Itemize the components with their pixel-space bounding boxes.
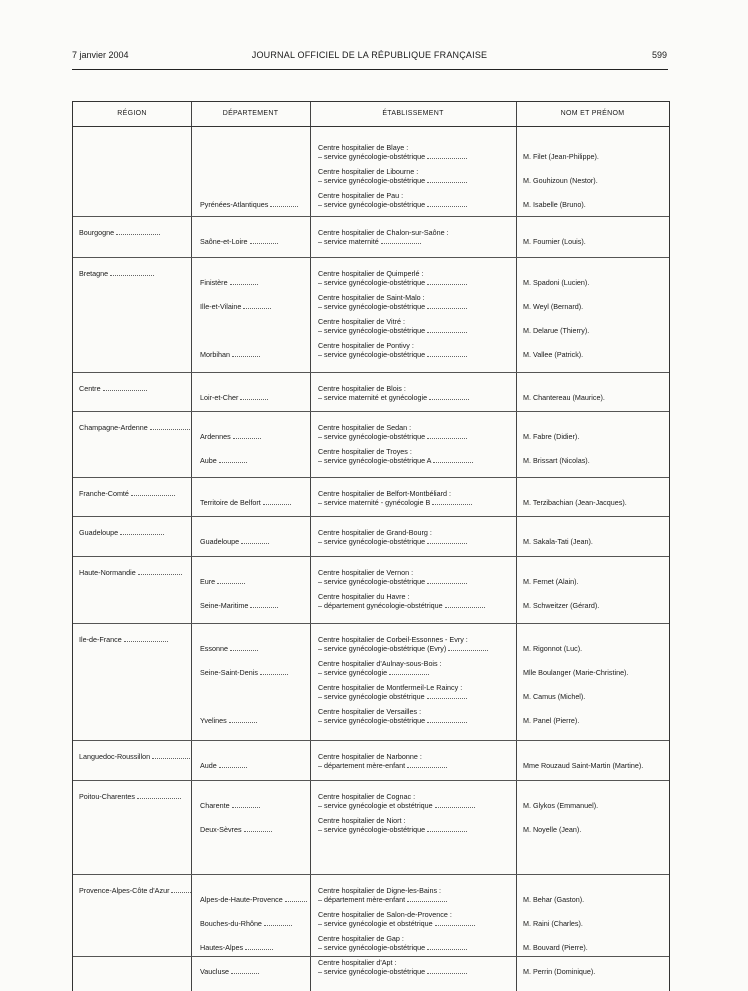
region-label: Provence-Alpes-Côte d'Azur: [79, 886, 170, 895]
service-cell: [318, 350, 510, 359]
etablissement-name: Centre hospitalier de Versailles :: [318, 707, 422, 716]
etablissement-name: Centre hospitalier de Pau :: [318, 191, 404, 200]
nom-prenom: M. Camus (Michel).: [523, 692, 586, 701]
region-block: [73, 412, 669, 478]
nom-prenom: M. Panel (Pierre).: [523, 716, 580, 725]
region-label: Champagne-Ardenne: [79, 423, 148, 432]
nom-prenom: M. Terzibachian (Jean-Jacques).: [523, 498, 627, 507]
service-cell: [318, 967, 510, 976]
service-label: – service maternité et gynécologie: [318, 393, 428, 402]
region-label: Haute-Normandie: [79, 568, 136, 577]
departement-label: Aube: [200, 456, 217, 465]
service-label: – service gynécologie-obstétrique (Evry): [318, 644, 447, 653]
block-separator: [73, 623, 669, 624]
nom-prenom: M. Rigonnot (Luc).: [523, 644, 583, 653]
service-label: – service maternité - gynécologie B: [318, 498, 431, 507]
service-cell: [318, 176, 510, 185]
service-cell: [318, 825, 510, 834]
region-block: [73, 127, 669, 217]
page-number: 599: [651, 50, 667, 60]
departement-label: Yvelines: [200, 716, 227, 725]
etablissement-name: Centre hospitalier de Blaye :: [318, 143, 409, 152]
block-separator: [73, 411, 669, 412]
service-cell: [318, 801, 510, 810]
nom-prenom: M. Sakala-Tati (Jean).: [523, 537, 593, 546]
block-separator: [73, 874, 669, 875]
region-name: [79, 528, 191, 537]
region-label: Ile-de-France: [79, 635, 122, 644]
column-header-departement: DÉPARTEMENT: [222, 110, 279, 117]
service-cell: [318, 432, 510, 441]
service-label: – département mère-enfant: [318, 895, 406, 904]
departement-label: Aude: [200, 761, 217, 770]
departement-cell: [200, 350, 308, 359]
departement-cell: [200, 200, 308, 209]
etablissement-name: Centre hospitalier d'Aulnay-sous-Bois :: [318, 659, 442, 668]
block-separator: [73, 740, 669, 741]
departement-cell: [200, 943, 308, 952]
departement-cell: [200, 577, 308, 586]
etablissement-name: Centre hospitalier de Corbeil-Essonnes - Evry :: [318, 635, 468, 644]
etablissement-name: Centre hospitalier de Saint-Malo :: [318, 293, 425, 302]
departement-label: Finistère: [200, 278, 228, 287]
table-header-row: [73, 102, 669, 127]
nom-prenom: M. Vallee (Patrick).: [523, 350, 584, 359]
departement-cell: [200, 895, 308, 904]
region-label: Guadeloupe: [79, 528, 119, 537]
nom-prenom: M. Filet (Jean-Philippe).: [523, 152, 599, 161]
service-cell: [318, 152, 510, 161]
column-header-nom: NOM ET PRÉNOM: [560, 110, 625, 117]
service-label: – service gynécologie-obstétrique: [318, 278, 426, 287]
departement-label: Territoire de Belfort: [200, 498, 261, 507]
departement-cell: [200, 237, 308, 246]
service-cell: [318, 761, 510, 770]
etablissement-name: Centre hospitalier de Cognac :: [318, 792, 416, 801]
etablissement-name: Centre hospitalier de Chalon-sur-Saône :: [318, 228, 449, 237]
service-label: – service gynécologie-obstétrique: [318, 302, 426, 311]
block-separator: [73, 257, 669, 258]
departement-cell: [200, 761, 308, 770]
departement-label: Guadeloupe: [200, 537, 240, 546]
region-label: Bourgogne: [79, 228, 115, 237]
nom-prenom: M. Perrin (Dominique).: [523, 967, 596, 976]
region-label: Centre: [79, 384, 101, 393]
service-label: – service gynécologie-obstétrique: [318, 967, 426, 976]
service-label: – service gynécologie et obstétrique: [318, 919, 433, 928]
etablissement-name: Centre hospitalier de Sedan :: [318, 423, 412, 432]
block-separator: [73, 516, 669, 517]
departement-label: Bouches-du-Rhône: [200, 919, 262, 928]
departement-cell: [200, 456, 308, 465]
nom-prenom: M. Delarue (Thierry).: [523, 326, 590, 335]
departement-label: Morbihan: [200, 350, 230, 359]
region-block: [73, 875, 669, 976]
service-cell: [318, 302, 510, 311]
page-header: [72, 50, 667, 64]
etablissement-name: Centre hospitalier de Gap :: [318, 934, 404, 943]
nom-prenom: M. Isabelle (Bruno).: [523, 200, 586, 209]
service-cell: [318, 716, 510, 725]
region-block: [73, 781, 669, 875]
departement-cell: [200, 644, 308, 653]
service-cell: [318, 537, 510, 546]
etablissement-name: Centre hospitalier de Salon-de-Provence :: [318, 910, 452, 919]
nom-prenom: M. Behar (Gaston).: [523, 895, 585, 904]
region-block: [73, 373, 669, 412]
departement-label: Loir-et-Cher: [200, 393, 239, 402]
service-label: – service gynécologie-obstétrique: [318, 943, 426, 952]
nom-prenom: M. Raini (Charles).: [523, 919, 583, 928]
nom-prenom: Mlle Boulanger (Marie-Christine).: [523, 668, 629, 677]
departement-label: Vaucluse: [200, 967, 230, 976]
departement-label: Eure: [200, 577, 216, 586]
etablissement-name: Centre hospitalier d'Apt :: [318, 958, 397, 967]
block-separator: [73, 216, 669, 217]
region-name: [79, 228, 191, 237]
departement-cell: [200, 537, 308, 546]
etablissement-name: Centre hospitalier de Libourne :: [318, 167, 419, 176]
service-label: – service gynécologie et obstétrique: [318, 801, 433, 810]
region-block: [73, 624, 669, 741]
service-label: – service gynécologie-obstétrique: [318, 152, 426, 161]
departement-label: Alpes-de-Haute-Provence: [200, 895, 283, 904]
region-block: [73, 517, 669, 557]
service-cell: [318, 498, 510, 507]
departement-cell: [200, 302, 308, 311]
etablissement-name: Centre hospitalier de Blois :: [318, 384, 406, 393]
service-cell: [318, 278, 510, 287]
service-label: – service gynécologie-obstétrique: [318, 716, 426, 725]
departement-cell: [200, 601, 308, 610]
departement-label: Ardennes: [200, 432, 231, 441]
region-name: [79, 269, 191, 278]
region-label: Poitou-Charentes: [79, 792, 135, 801]
service-label: – service gynécologie-obstétrique: [318, 537, 426, 546]
block-separator: [73, 477, 669, 478]
departement-label: Saône-et-Loire: [200, 237, 248, 246]
block-separator: [73, 372, 669, 373]
journal-title: JOURNAL OFFICIEL DE LA RÉPUBLIQUE FRANÇAISE: [251, 50, 488, 60]
appointments-table: [72, 101, 670, 991]
region-name: [79, 792, 191, 801]
header-rule: [72, 69, 668, 70]
service-cell: [318, 644, 510, 653]
block-separator: [73, 780, 669, 781]
etablissement-name: Centre hospitalier de Vernon :: [318, 568, 414, 577]
service-label: – service gynécologie-obstétrique: [318, 200, 426, 209]
etablissement-name: Centre hospitalier de Troyes :: [318, 447, 412, 456]
etablissement-name: Centre hospitalier de Digne-les-Bains :: [318, 886, 442, 895]
nom-prenom: M. Gouhizoun (Nestor).: [523, 176, 598, 185]
region-name: [79, 635, 191, 644]
departement-cell: [200, 432, 308, 441]
departement-cell: [200, 825, 308, 834]
region-block: [73, 258, 669, 373]
nom-prenom: M. Schweitzer (Gérard).: [523, 601, 600, 610]
service-label: – service gynécologie-obstétrique A: [318, 456, 432, 465]
etablissement-name: Centre hospitalier de Montfermeil-Le Raincy :: [318, 683, 463, 692]
nom-prenom: M. Fabre (Didier).: [523, 432, 580, 441]
region-label: Languedoc-Roussillon: [79, 752, 151, 761]
service-cell: [318, 456, 510, 465]
service-cell: [318, 601, 510, 610]
service-label: – service gynécologie-obstétrique: [318, 432, 426, 441]
region-block: [73, 557, 669, 624]
departement-label: Essonne: [200, 644, 228, 653]
departement-cell: [200, 919, 308, 928]
departement-cell: [200, 801, 308, 810]
nom-prenom: M. Noyelle (Jean).: [523, 825, 582, 834]
etablissement-name: Centre hospitalier de Quimperlé :: [318, 269, 424, 278]
service-label: – service maternité: [318, 237, 379, 246]
etablissement-name: Centre hospitalier de Grand-Bourg :: [318, 528, 432, 537]
service-label: – service gynécologie-obstétrique: [318, 577, 426, 586]
departement-label: Ille-et-Vilaine: [200, 302, 242, 311]
etablissement-name: Centre hospitalier de Niort :: [318, 816, 406, 825]
departement-cell: [200, 716, 308, 725]
service-label: – service gynécologie-obstétrique: [318, 350, 426, 359]
departement-cell: [200, 498, 308, 507]
region-name: [79, 423, 191, 432]
region-name: [79, 752, 191, 761]
departement-label: Hautes-Alpes: [200, 943, 244, 952]
service-cell: [318, 895, 510, 904]
column-header-region: RÉGION: [117, 110, 147, 117]
nom-prenom: Mme Rouzaud Saint-Martin (Martine).: [523, 761, 644, 770]
region-name: [79, 384, 191, 393]
nom-prenom: M. Glykos (Emmanuel).: [523, 801, 599, 810]
region-block: [73, 741, 669, 781]
region-block: [73, 217, 669, 258]
service-label: – service gynécologie-obstétrique: [318, 176, 426, 185]
etablissement-name: Centre hospitalier de Belfort-Montbéliard :: [318, 489, 452, 498]
service-label: – département gynécologie-obstétrique: [318, 601, 443, 610]
nom-prenom: M. Brissart (Nicolas).: [523, 456, 590, 465]
departement-cell: [200, 278, 308, 287]
region-name: [79, 489, 191, 498]
service-cell: [318, 692, 510, 701]
service-cell: [318, 393, 510, 402]
departement-cell: [200, 393, 308, 402]
nom-prenom: M. Fournier (Louis).: [523, 237, 586, 246]
nom-prenom: M. Chantereau (Maurice).: [523, 393, 605, 402]
block-separator: [73, 956, 669, 957]
etablissement-name: Centre hospitalier de Vitré :: [318, 317, 405, 326]
nom-prenom: M. Fernet (Alain).: [523, 577, 579, 586]
service-label: – service gynécologie: [318, 668, 388, 677]
etablissement-name: Centre hospitalier de Narbonne :: [318, 752, 422, 761]
region-label: Franche-Comté: [79, 489, 129, 498]
column-header-etablissement: ÉTABLISSEMENT: [382, 110, 444, 117]
departement-cell: [200, 668, 308, 677]
header-date: 7 janvier 2004: [72, 50, 129, 60]
service-cell: [318, 577, 510, 586]
service-label: – service gynécologie-obstétrique: [318, 326, 426, 335]
service-cell: [318, 237, 510, 246]
block-separator: [73, 556, 669, 557]
service-cell: [318, 919, 510, 928]
etablissement-name: Centre hospitalier de Pontivy :: [318, 341, 414, 350]
service-label: – service gynécologie-obstétrique: [318, 825, 426, 834]
departement-label: Seine-Maritime: [200, 601, 249, 610]
departement-label: Pyrénées-Atlantiques: [200, 200, 269, 209]
nom-prenom: M. Bouvard (Pierre).: [523, 943, 588, 952]
etablissement-name: Centre hospitalier du Havre :: [318, 592, 410, 601]
departement-label: Deux-Sèvres: [200, 825, 242, 834]
region-name: [79, 886, 191, 895]
region-block: [73, 478, 669, 517]
service-cell: [318, 326, 510, 335]
nom-prenom: M. Spadoni (Lucien).: [523, 278, 590, 287]
service-label: – département mère-enfant: [318, 761, 406, 770]
service-label: – service gynécologie obstétrique: [318, 692, 425, 701]
nom-prenom: M. Weyl (Bernard).: [523, 302, 584, 311]
service-cell: [318, 200, 510, 209]
service-cell: [318, 943, 510, 952]
service-cell: [318, 668, 510, 677]
region-label: Bretagne: [79, 269, 109, 278]
region-name: [79, 568, 191, 577]
departement-label: Seine-Saint-Denis: [200, 668, 258, 677]
departement-cell: [200, 967, 308, 976]
departement-label: Charente: [200, 801, 230, 810]
